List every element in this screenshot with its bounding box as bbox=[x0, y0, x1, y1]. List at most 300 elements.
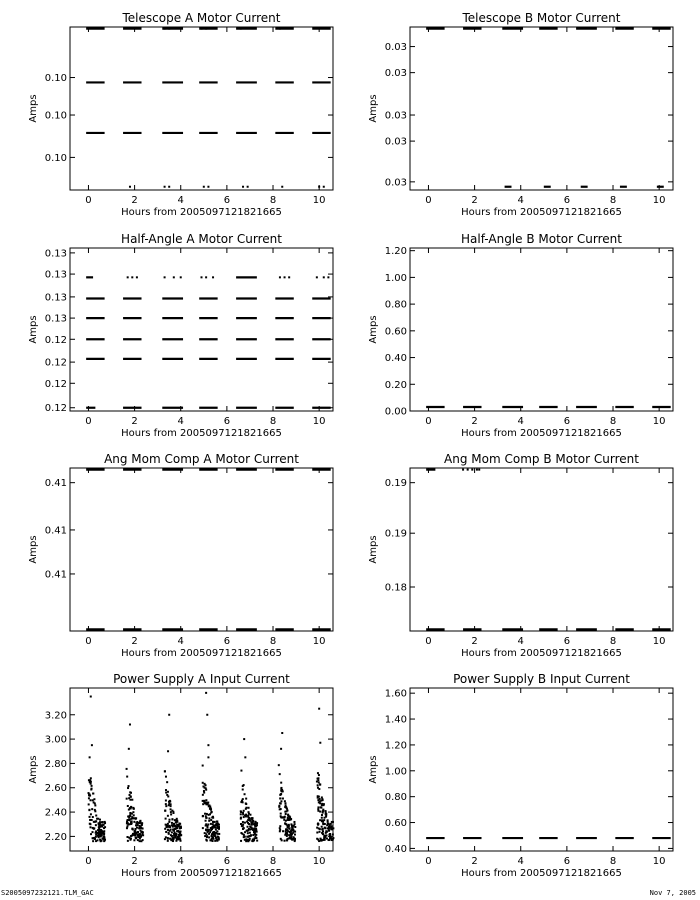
data-point bbox=[129, 815, 131, 817]
data-point bbox=[205, 817, 207, 819]
data-point bbox=[128, 809, 130, 811]
data-point bbox=[205, 820, 207, 822]
x-tick-label: 10 bbox=[652, 856, 666, 867]
data-point bbox=[93, 821, 95, 823]
data-point bbox=[251, 824, 253, 826]
data-point bbox=[211, 811, 213, 813]
chart-panel bbox=[368, 232, 673, 439]
footer-filename: S2005097232121.TLM_GAC bbox=[1, 889, 94, 897]
data-point bbox=[202, 794, 204, 796]
data-point bbox=[245, 798, 247, 800]
data-point bbox=[131, 799, 133, 801]
data-point bbox=[126, 827, 128, 829]
data-point bbox=[102, 821, 104, 823]
data-point bbox=[240, 823, 242, 825]
data-point bbox=[127, 822, 129, 824]
data-point bbox=[97, 835, 99, 837]
data-point bbox=[240, 840, 242, 842]
y-tick-label: 1.00 bbox=[384, 272, 407, 284]
y-tick-label: 0.10 bbox=[44, 73, 67, 85]
data-point bbox=[88, 809, 90, 811]
data-point bbox=[208, 817, 210, 819]
data-point bbox=[168, 28, 170, 30]
data-point bbox=[205, 692, 207, 694]
x-axis-label: Hours from 2005097121821665 bbox=[461, 428, 622, 439]
data-point bbox=[331, 821, 333, 823]
y-tick-label: 0.12 bbox=[44, 378, 67, 390]
plot-frame bbox=[410, 248, 673, 411]
data-point bbox=[319, 811, 321, 813]
data-point bbox=[216, 827, 218, 829]
data-point bbox=[211, 838, 213, 840]
data-point bbox=[218, 833, 220, 835]
data-point bbox=[281, 817, 283, 819]
data-point bbox=[317, 779, 319, 781]
data-point bbox=[283, 819, 285, 821]
data-point bbox=[249, 828, 251, 830]
data-point bbox=[204, 832, 206, 834]
data-point bbox=[467, 469, 469, 471]
y-tick-label: 0.60 bbox=[384, 818, 407, 830]
y-tick-label: 0.10 bbox=[44, 152, 67, 164]
data-point bbox=[165, 789, 167, 791]
data-point bbox=[216, 820, 218, 822]
data-point bbox=[218, 826, 220, 828]
data-point bbox=[139, 821, 141, 823]
y-axis-label: Amps bbox=[368, 755, 379, 784]
plot-frame bbox=[410, 468, 673, 631]
x-tick-label: 0 bbox=[425, 636, 432, 647]
x-tick-label: 8 bbox=[269, 416, 277, 427]
data-point bbox=[103, 830, 105, 832]
data-point bbox=[164, 810, 166, 812]
data-point bbox=[293, 837, 295, 839]
data-point bbox=[127, 805, 129, 807]
data-point bbox=[212, 816, 214, 818]
data-point bbox=[129, 819, 131, 821]
data-point bbox=[165, 818, 167, 820]
y-tick-label: 0.03 bbox=[384, 68, 407, 80]
data-point bbox=[240, 813, 242, 815]
y-tick-label: 0.40 bbox=[384, 843, 407, 855]
y-tick-label: 3.20 bbox=[44, 710, 67, 722]
data-point bbox=[92, 793, 94, 795]
data-point bbox=[166, 794, 168, 796]
data-point bbox=[177, 838, 179, 840]
data-point bbox=[133, 814, 135, 816]
data-point bbox=[95, 840, 97, 842]
data-point bbox=[247, 829, 249, 831]
data-point bbox=[319, 802, 321, 804]
data-point bbox=[170, 808, 172, 810]
data-point bbox=[292, 828, 294, 830]
data-point bbox=[91, 785, 93, 787]
y-tick-label: 1.40 bbox=[384, 714, 407, 726]
data-point bbox=[165, 824, 167, 826]
data-point bbox=[136, 831, 138, 833]
y-tick-label: 2.80 bbox=[44, 758, 67, 770]
data-point bbox=[126, 798, 128, 800]
data-point bbox=[126, 768, 128, 770]
data-point bbox=[251, 821, 253, 823]
data-point bbox=[244, 836, 246, 838]
data-point bbox=[320, 807, 322, 809]
y-tick-label: 3.00 bbox=[44, 734, 67, 746]
data-point bbox=[127, 819, 129, 821]
data-point bbox=[318, 782, 320, 784]
data-point bbox=[247, 832, 249, 834]
data-point bbox=[127, 787, 129, 789]
data-point bbox=[205, 829, 207, 831]
data-point bbox=[90, 826, 92, 828]
data-point bbox=[242, 788, 244, 790]
chart-panel bbox=[28, 452, 333, 659]
plot-frame bbox=[410, 688, 673, 851]
data-point bbox=[205, 276, 207, 278]
data-point bbox=[133, 808, 135, 810]
data-point bbox=[240, 28, 242, 30]
data-point bbox=[244, 822, 246, 824]
data-point bbox=[243, 810, 245, 812]
data-point bbox=[92, 837, 94, 839]
data-point bbox=[316, 832, 318, 834]
y-tick-label: 0.13 bbox=[44, 248, 67, 260]
data-point bbox=[102, 832, 104, 834]
data-point bbox=[129, 791, 131, 793]
data-point bbox=[127, 840, 129, 842]
x-tick-label: 4 bbox=[517, 416, 524, 427]
data-point bbox=[248, 823, 250, 825]
x-tick-label: 2 bbox=[471, 195, 478, 206]
data-point bbox=[100, 835, 102, 837]
data-point bbox=[103, 837, 105, 839]
data-point bbox=[170, 805, 172, 807]
x-tick-label: 2 bbox=[471, 416, 478, 427]
data-point bbox=[291, 826, 293, 828]
y-axis-label: Amps bbox=[368, 315, 379, 344]
data-point bbox=[294, 823, 296, 825]
data-point bbox=[206, 831, 208, 833]
data-point bbox=[176, 830, 178, 832]
data-point bbox=[317, 823, 319, 825]
data-point bbox=[279, 28, 281, 30]
data-point bbox=[328, 830, 330, 832]
data-point bbox=[281, 839, 283, 841]
data-point bbox=[210, 823, 212, 825]
data-point bbox=[241, 833, 243, 835]
data-point bbox=[98, 831, 100, 833]
x-tick-label: 10 bbox=[312, 636, 326, 647]
data-point bbox=[317, 772, 319, 774]
data-point bbox=[137, 839, 139, 841]
data-point bbox=[205, 28, 207, 30]
data-point bbox=[285, 828, 287, 830]
data-point bbox=[164, 276, 166, 278]
data-point bbox=[321, 828, 323, 830]
data-point bbox=[280, 748, 282, 750]
data-point bbox=[167, 840, 169, 842]
data-point bbox=[208, 814, 210, 816]
data-point bbox=[287, 826, 289, 828]
x-tick-label: 6 bbox=[563, 636, 571, 647]
x-tick-label: 4 bbox=[177, 636, 184, 647]
data-point bbox=[318, 774, 320, 776]
data-point bbox=[215, 829, 217, 831]
x-tick-label: 6 bbox=[563, 195, 571, 206]
data-point bbox=[132, 811, 134, 813]
x-tick-label: 0 bbox=[425, 195, 432, 206]
y-tick-label: 0.18 bbox=[384, 582, 407, 594]
data-point bbox=[319, 742, 321, 744]
x-tick-label: 8 bbox=[609, 636, 617, 647]
y-axis-label: Amps bbox=[28, 315, 39, 344]
data-point bbox=[290, 837, 292, 839]
footer-date: Nov 7, 2005 bbox=[649, 889, 696, 897]
data-point bbox=[169, 830, 171, 832]
data-point bbox=[218, 828, 220, 830]
data-point bbox=[318, 186, 320, 188]
data-point bbox=[212, 821, 214, 823]
data-point bbox=[285, 832, 287, 834]
data-point bbox=[173, 830, 175, 832]
data-point bbox=[88, 803, 90, 805]
data-point bbox=[129, 723, 131, 725]
data-point bbox=[290, 832, 292, 834]
data-point bbox=[171, 822, 173, 824]
data-point bbox=[206, 714, 208, 716]
data-point bbox=[164, 828, 166, 830]
data-point bbox=[284, 802, 286, 804]
data-point bbox=[217, 836, 219, 838]
data-point bbox=[167, 823, 169, 825]
data-point bbox=[283, 840, 285, 842]
x-tick-label: 0 bbox=[85, 636, 92, 647]
data-point bbox=[242, 823, 244, 825]
data-point bbox=[324, 827, 326, 829]
data-point bbox=[168, 821, 170, 823]
data-point bbox=[91, 808, 93, 810]
data-point bbox=[202, 782, 204, 784]
data-point bbox=[173, 276, 175, 278]
x-tick-label: 6 bbox=[563, 416, 571, 427]
chart-title: Ang Mom Comp A Motor Current bbox=[104, 452, 299, 466]
data-point bbox=[280, 800, 282, 802]
data-point bbox=[476, 469, 478, 471]
data-point bbox=[330, 823, 332, 825]
y-tick-label: 0.40 bbox=[384, 353, 407, 365]
data-point bbox=[165, 792, 167, 794]
data-point bbox=[126, 825, 128, 827]
x-tick-label: 2 bbox=[471, 856, 478, 867]
data-point bbox=[93, 828, 95, 830]
data-point bbox=[278, 764, 280, 766]
data-point bbox=[285, 807, 287, 809]
data-point bbox=[165, 776, 167, 778]
data-point bbox=[98, 822, 100, 824]
data-point bbox=[171, 818, 173, 820]
data-point bbox=[206, 836, 208, 838]
data-point bbox=[165, 826, 167, 828]
data-point bbox=[330, 825, 332, 827]
x-tick-label: 6 bbox=[223, 636, 231, 647]
y-tick-label: 0.60 bbox=[384, 326, 407, 338]
data-point bbox=[205, 787, 207, 789]
data-point bbox=[325, 810, 327, 812]
data-point bbox=[210, 819, 212, 821]
y-tick-label: 0.41 bbox=[44, 569, 67, 581]
data-point bbox=[140, 836, 142, 838]
y-tick-label: 1.00 bbox=[384, 766, 407, 778]
data-point bbox=[323, 276, 325, 278]
y-tick-label: 0.80 bbox=[384, 299, 407, 311]
data-point bbox=[164, 838, 166, 840]
data-point bbox=[212, 831, 214, 833]
data-point bbox=[204, 813, 206, 815]
data-point bbox=[282, 790, 284, 792]
data-point bbox=[294, 831, 296, 833]
data-point bbox=[89, 816, 91, 818]
data-point bbox=[103, 827, 105, 829]
data-point bbox=[202, 827, 204, 829]
chart-panel bbox=[368, 672, 673, 879]
chart-title: Half-Angle B Motor Current bbox=[461, 232, 622, 246]
data-point bbox=[287, 830, 289, 832]
data-point bbox=[139, 840, 141, 842]
x-tick-label: 4 bbox=[177, 195, 184, 206]
data-point bbox=[254, 829, 256, 831]
data-point bbox=[284, 800, 286, 802]
data-point bbox=[243, 784, 245, 786]
data-point bbox=[320, 838, 322, 840]
y-tick-label: 0.10 bbox=[44, 110, 67, 122]
data-point bbox=[286, 810, 288, 812]
data-point bbox=[89, 799, 91, 801]
data-point bbox=[92, 816, 94, 818]
data-point bbox=[89, 823, 91, 825]
data-point bbox=[95, 830, 97, 832]
data-point bbox=[141, 824, 143, 826]
data-point bbox=[202, 765, 204, 767]
data-point bbox=[167, 791, 169, 793]
y-axis-label: Amps bbox=[368, 535, 379, 564]
y-tick-label: 0.12 bbox=[44, 357, 67, 369]
data-point bbox=[279, 827, 281, 829]
data-point bbox=[280, 782, 282, 784]
data-point bbox=[128, 748, 130, 750]
data-point bbox=[248, 835, 250, 837]
data-point bbox=[319, 783, 321, 785]
data-point bbox=[279, 773, 281, 775]
data-point bbox=[319, 831, 321, 833]
data-point bbox=[92, 799, 94, 801]
plot-frame bbox=[70, 248, 333, 411]
data-point bbox=[242, 821, 244, 823]
y-axis-label: Amps bbox=[368, 94, 379, 123]
chart-panel bbox=[368, 11, 673, 218]
data-point bbox=[321, 814, 323, 816]
data-point bbox=[142, 831, 144, 833]
data-point bbox=[249, 819, 251, 821]
chart-panel bbox=[28, 232, 333, 439]
x-tick-label: 2 bbox=[131, 416, 138, 427]
y-tick-label: 2.40 bbox=[44, 807, 67, 819]
data-point bbox=[94, 804, 96, 806]
data-point bbox=[129, 837, 131, 839]
data-point bbox=[174, 819, 176, 821]
data-point bbox=[462, 469, 464, 471]
data-point bbox=[168, 186, 170, 188]
data-point bbox=[130, 835, 132, 837]
data-point bbox=[167, 837, 169, 839]
data-point bbox=[321, 804, 323, 806]
data-point bbox=[216, 839, 218, 841]
x-tick-label: 8 bbox=[269, 195, 277, 206]
data-point bbox=[256, 824, 258, 826]
chart-title: Power Supply A Input Current bbox=[113, 672, 290, 686]
data-point bbox=[202, 786, 204, 788]
data-point bbox=[279, 825, 281, 827]
data-point bbox=[214, 835, 216, 837]
data-point bbox=[134, 831, 136, 833]
data-point bbox=[249, 814, 251, 816]
data-point bbox=[251, 827, 253, 829]
data-point bbox=[247, 826, 249, 828]
data-point bbox=[90, 777, 92, 779]
data-point bbox=[278, 805, 280, 807]
data-point bbox=[242, 186, 244, 188]
data-point bbox=[289, 818, 291, 820]
data-point bbox=[88, 792, 90, 794]
data-point bbox=[165, 803, 167, 805]
data-point bbox=[168, 804, 170, 806]
x-tick-label: 8 bbox=[269, 856, 277, 867]
data-point bbox=[130, 806, 132, 808]
x-axis-label: Hours from 2005097121821665 bbox=[121, 648, 282, 659]
data-point bbox=[89, 756, 91, 758]
x-tick-label: 10 bbox=[652, 195, 666, 206]
data-point bbox=[129, 794, 131, 796]
data-point bbox=[243, 738, 245, 740]
data-point bbox=[294, 840, 296, 842]
data-point bbox=[206, 813, 208, 815]
x-axis-label: Hours from 2005097121821665 bbox=[461, 868, 622, 879]
data-point bbox=[279, 802, 281, 804]
data-point bbox=[165, 831, 167, 833]
chart-panel bbox=[28, 672, 334, 879]
chart-title: Power Supply B Input Current bbox=[453, 672, 630, 686]
data-point bbox=[168, 819, 170, 821]
data-point bbox=[214, 826, 216, 828]
data-point bbox=[294, 834, 296, 836]
data-point bbox=[139, 826, 141, 828]
y-tick-label: 0.12 bbox=[44, 334, 67, 346]
data-point bbox=[281, 186, 283, 188]
data-point bbox=[168, 832, 170, 834]
data-point bbox=[247, 186, 249, 188]
y-tick-label: 0.03 bbox=[384, 177, 407, 189]
data-point bbox=[170, 803, 172, 805]
data-point bbox=[212, 276, 214, 278]
data-point bbox=[205, 839, 207, 841]
y-axis-label: Amps bbox=[28, 94, 39, 123]
data-point bbox=[131, 820, 133, 822]
data-point bbox=[179, 831, 181, 833]
data-point bbox=[293, 821, 295, 823]
data-point bbox=[169, 838, 171, 840]
data-point bbox=[326, 824, 328, 826]
data-point bbox=[127, 276, 129, 278]
data-point bbox=[288, 824, 290, 826]
